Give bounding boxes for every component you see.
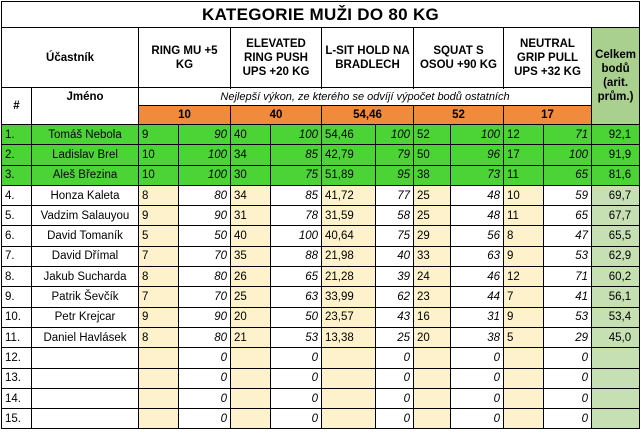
row-total: 67,7 [592, 206, 640, 226]
row-points: 88 [271, 246, 322, 266]
row-points: 71 [544, 267, 592, 287]
row-points: 53 [544, 246, 592, 266]
row-points: 80 [179, 327, 231, 347]
row-points: 62 [376, 287, 414, 307]
row-points: 78 [271, 206, 322, 226]
row-value: 21,98 [322, 246, 376, 266]
row-value: 10 [504, 185, 544, 205]
results-table [1, 1, 640, 429]
row-points: 53 [544, 307, 592, 327]
row-value: 33 [414, 246, 451, 266]
row-value: 25 [414, 185, 451, 205]
table-row [2, 165, 640, 185]
row-name: Petr Krejcar [32, 307, 139, 327]
row-points: 80 [179, 185, 231, 205]
row-value: 30 [231, 165, 271, 185]
row-value: 34 [231, 145, 271, 165]
row-points: 0 [376, 409, 414, 429]
row-points: 100 [376, 125, 414, 145]
header-participant: Účastník [2, 28, 139, 88]
row-index: 9. [2, 287, 32, 307]
row-total: 60,2 [592, 267, 640, 287]
row-points: 100 [544, 145, 592, 165]
best-value: 17 [504, 106, 592, 125]
row-name: Jakub Sucharda [32, 267, 139, 287]
row-value [414, 388, 451, 408]
row-value: 9 [139, 307, 179, 327]
row-points: 0 [271, 348, 322, 368]
row-total [592, 409, 640, 429]
row-value: 5 [139, 226, 179, 246]
row-value [504, 348, 544, 368]
row-index: 8. [2, 267, 32, 287]
row-value: 31,59 [322, 206, 376, 226]
row-value [231, 388, 271, 408]
row-value: 25 [414, 206, 451, 226]
row-index: 10. [2, 307, 32, 327]
row-points: 0 [544, 368, 592, 388]
row-points: 85 [271, 185, 322, 205]
row-total: 62,9 [592, 246, 640, 266]
row-points: 56 [451, 226, 504, 246]
row-name: David Tomaník [32, 226, 139, 246]
row-points: 0 [271, 388, 322, 408]
row-value: 7 [139, 246, 179, 266]
row-points: 79 [376, 145, 414, 165]
row-index: 15. [2, 409, 32, 429]
row-points: 100 [271, 125, 322, 145]
row-value: 38 [414, 165, 451, 185]
row-total: 53,4 [592, 307, 640, 327]
row-value [504, 409, 544, 429]
row-value: 25 [231, 287, 271, 307]
row-value: 41,72 [322, 185, 376, 205]
row-index: 1. [2, 125, 32, 145]
table-row [2, 287, 640, 307]
row-points: 58 [376, 206, 414, 226]
row-points: 100 [271, 226, 322, 246]
row-name: Vadzim Salauyou [32, 206, 139, 226]
best-performance-note: Nejlepší výkon, ze kterého se odvíjí výpočet bodů ostatních [139, 88, 592, 106]
row-name [32, 388, 139, 408]
row-points: 47 [544, 226, 592, 246]
row-total: 92,1 [592, 125, 640, 145]
row-points: 70 [179, 287, 231, 307]
row-points: 59 [544, 185, 592, 205]
row-value [322, 348, 376, 368]
row-value: 35 [231, 246, 271, 266]
row-value: 54,46 [322, 125, 376, 145]
row-value: 8 [139, 267, 179, 287]
row-value: 51,89 [322, 165, 376, 185]
row-points: 65 [544, 206, 592, 226]
row-value: 20 [231, 307, 271, 327]
row-value: 12 [504, 267, 544, 287]
row-name: Ladislav Brel [32, 145, 139, 165]
row-points: 40 [376, 246, 414, 266]
row-total [592, 388, 640, 408]
row-value [322, 409, 376, 429]
row-name: Aleš Březina [32, 165, 139, 185]
best-value: 54,46 [322, 106, 414, 125]
row-name [32, 348, 139, 368]
row-value: 29 [414, 226, 451, 246]
row-points: 77 [376, 185, 414, 205]
row-value: 34 [231, 185, 271, 205]
row-value: 16 [414, 307, 451, 327]
row-points: 44 [451, 287, 504, 307]
row-index: 2. [2, 145, 32, 165]
row-points: 31 [451, 307, 504, 327]
row-index: 12. [2, 348, 32, 368]
row-name: Patrik Ševčík [32, 287, 139, 307]
row-points: 0 [179, 409, 231, 429]
row-name: Daniel Havlásek [32, 327, 139, 347]
row-index: 13. [2, 368, 32, 388]
row-points: 0 [179, 348, 231, 368]
row-value: 52 [414, 125, 451, 145]
row-name [32, 368, 139, 388]
row-index: 3. [2, 165, 32, 185]
row-value: 23 [414, 287, 451, 307]
table-title: KATEGORIE MUŽI DO 80 KG [2, 2, 640, 28]
row-name: Tomáš Nebola [32, 125, 139, 145]
row-value: 23,57 [322, 307, 376, 327]
row-points: 96 [451, 145, 504, 165]
row-index: 14. [2, 388, 32, 408]
row-value: 20 [414, 327, 451, 347]
row-total [592, 348, 640, 368]
row-value [139, 388, 179, 408]
table-row [2, 409, 640, 429]
table-row [2, 267, 640, 287]
row-value [139, 348, 179, 368]
row-points: 43 [376, 307, 414, 327]
row-value [231, 348, 271, 368]
row-value: 33,99 [322, 287, 376, 307]
row-points: 0 [376, 388, 414, 408]
row-points: 0 [544, 388, 592, 408]
row-points: 0 [451, 388, 504, 408]
row-points: 48 [451, 185, 504, 205]
best-value: 10 [139, 106, 231, 125]
table-row [2, 145, 640, 165]
row-value: 42,79 [322, 145, 376, 165]
row-points: 90 [179, 206, 231, 226]
row-total: 91,9 [592, 145, 640, 165]
row-points: 25 [376, 327, 414, 347]
row-value: 8 [504, 226, 544, 246]
header-index: # [2, 88, 32, 125]
row-points: 39 [376, 267, 414, 287]
row-points: 75 [271, 165, 322, 185]
table-row [2, 368, 640, 388]
row-value [231, 368, 271, 388]
table-row [2, 327, 640, 347]
row-points: 0 [451, 348, 504, 368]
row-value: 26 [231, 267, 271, 287]
row-value: 7 [139, 287, 179, 307]
row-value: 11 [504, 206, 544, 226]
row-value: 8 [139, 185, 179, 205]
row-value [504, 368, 544, 388]
row-points: 0 [376, 368, 414, 388]
row-points: 75 [376, 226, 414, 246]
table-row [2, 185, 640, 205]
row-points: 80 [179, 267, 231, 287]
row-points: 100 [179, 145, 231, 165]
row-value: 40 [231, 125, 271, 145]
row-total: 45,0 [592, 327, 640, 347]
row-points: 38 [451, 327, 504, 347]
row-value: 13,38 [322, 327, 376, 347]
row-points: 0 [179, 388, 231, 408]
row-points: 50 [179, 226, 231, 246]
row-value: 10 [139, 145, 179, 165]
header-exercise-2: ELEVATED RING PUSH UPS +20 KG [231, 28, 322, 88]
row-value [414, 409, 451, 429]
header-exercise-3: L-SIT HOLD NA BRADLECH [322, 28, 414, 88]
row-index: 11. [2, 327, 32, 347]
header-total: Celkem bodů (arit. prům.) [592, 28, 640, 125]
row-index: 5. [2, 206, 32, 226]
header-name-spacer [32, 106, 139, 125]
row-points: 46 [451, 267, 504, 287]
table-row [2, 206, 640, 226]
row-points: 0 [376, 348, 414, 368]
row-value: 50 [414, 145, 451, 165]
row-points: 0 [544, 409, 592, 429]
table-row [2, 246, 640, 266]
row-value [322, 368, 376, 388]
row-points: 0 [451, 409, 504, 429]
row-index: 6. [2, 226, 32, 246]
row-value [414, 368, 451, 388]
best-value: 52 [414, 106, 504, 125]
row-points: 71 [544, 125, 592, 145]
row-points: 50 [271, 307, 322, 327]
row-name [32, 409, 139, 429]
table-row [2, 348, 640, 368]
table-row [2, 226, 640, 246]
row-value: 40,64 [322, 226, 376, 246]
row-points: 0 [271, 368, 322, 388]
row-points: 0 [544, 348, 592, 368]
row-name: Honza Kaleta [32, 185, 139, 205]
row-value [504, 388, 544, 408]
table-row [2, 388, 640, 408]
table-row [2, 307, 640, 327]
row-value [322, 388, 376, 408]
row-value: 21 [231, 327, 271, 347]
row-value: 31 [231, 206, 271, 226]
row-value: 10 [139, 165, 179, 185]
row-value: 8 [139, 327, 179, 347]
row-points: 65 [544, 165, 592, 185]
row-value: 17 [504, 145, 544, 165]
row-value [414, 348, 451, 368]
row-value: 11 [504, 165, 544, 185]
row-points: 85 [271, 145, 322, 165]
row-total: 56,1 [592, 287, 640, 307]
row-points: 95 [376, 165, 414, 185]
row-points: 100 [179, 165, 231, 185]
header-exercise-1: RING MU +5 KG [139, 28, 231, 88]
row-points: 100 [451, 125, 504, 145]
row-points: 90 [179, 125, 231, 145]
row-value: 21,28 [322, 267, 376, 287]
row-points: 0 [451, 368, 504, 388]
row-value: 40 [231, 226, 271, 246]
row-points: 63 [271, 287, 322, 307]
header-exercise-5: NEUTRAL GRIP PULL UPS +32 KG [504, 28, 592, 88]
row-value: 9 [504, 246, 544, 266]
row-points: 70 [179, 246, 231, 266]
row-points: 53 [271, 327, 322, 347]
best-value: 40 [231, 106, 322, 125]
row-value [139, 368, 179, 388]
row-points: 29 [544, 327, 592, 347]
row-total: 69,7 [592, 185, 640, 205]
row-value: 7 [504, 287, 544, 307]
row-total [592, 368, 640, 388]
row-value: 5 [504, 327, 544, 347]
row-name: David Dřímal [32, 246, 139, 266]
row-index: 4. [2, 185, 32, 205]
row-value: 9 [139, 125, 179, 145]
row-value [139, 409, 179, 429]
row-value: 9 [504, 307, 544, 327]
row-points: 90 [179, 307, 231, 327]
header-name: Jméno [32, 88, 139, 106]
row-value: 24 [414, 267, 451, 287]
row-index: 7. [2, 246, 32, 266]
row-points: 63 [451, 246, 504, 266]
row-points: 48 [451, 206, 504, 226]
row-points: 0 [271, 409, 322, 429]
row-total: 81,6 [592, 165, 640, 185]
row-total: 65,5 [592, 226, 640, 246]
row-value [231, 409, 271, 429]
header-exercise-4: SQUAT S OSOU +90 KG [414, 28, 504, 88]
row-value: 12 [504, 125, 544, 145]
row-points: 0 [179, 368, 231, 388]
row-points: 65 [271, 267, 322, 287]
row-points: 73 [451, 165, 504, 185]
row-value: 9 [139, 206, 179, 226]
table-row [2, 125, 640, 145]
row-points: 41 [544, 287, 592, 307]
